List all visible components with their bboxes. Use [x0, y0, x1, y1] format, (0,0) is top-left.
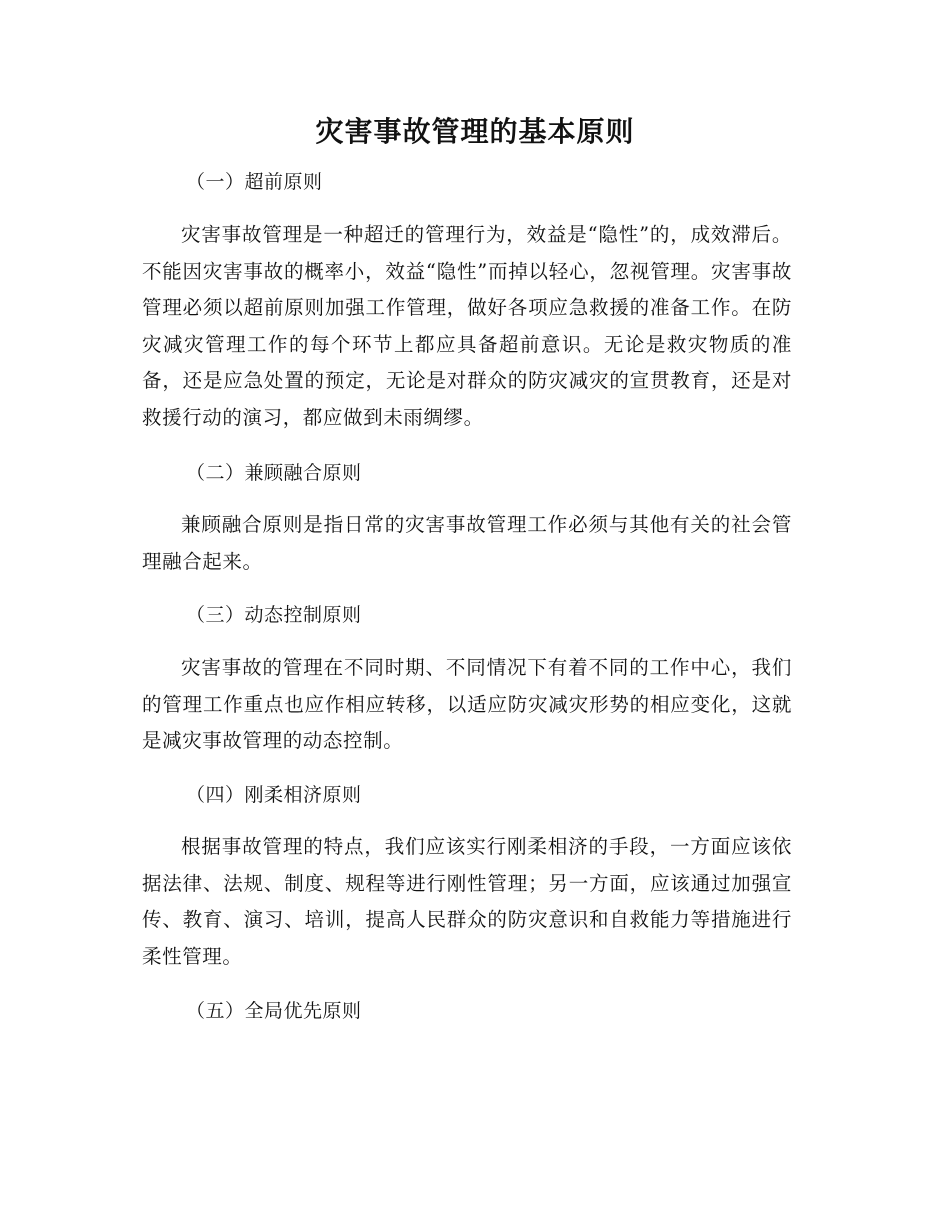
- section-heading-2: （二）兼顾融合原则: [186, 462, 362, 484]
- section-heading-1: （一）超前原则: [186, 171, 323, 193]
- document-title: 灾害事故管理的基本原则: [315, 115, 635, 148]
- section-body-4: 根据事故管理的特点，我们应该实行刚柔相济的手段，一方面应该依据法律、法规、制度、规程等进行刚性管理；另一方面，应该通过加强宣传、教育、演习、培训，提高人民群众的防灾意识和自救能力等措施进行柔性管理。: [142, 835, 792, 968]
- section-heading-4: （四）刚柔相济原则: [186, 784, 362, 806]
- section-body-1: 灾害事故管理是一种超迁的管理行为，效益是“隐性”的，成效滞后。不能因灾害事故的概率小，效益“隐性”而掉以轻心，忽视管理。灾害事故管理必须以超前原则加强工作管理，做好各项应急救援的准备工作。在防灾减灾管理工作的每个环节上都应具备超前意识。无论是救灾物质的准备，还是应急处置的预定，无论是对群众的防灾减灾的宣贯教育，还是对救援行动的演习，都应做到未雨绸缪。: [142, 223, 792, 429]
- section-body-2: 兼顾融合原则是指日常的灾害事故管理工作必须与其他有关的社会管理融合起来。: [142, 513, 792, 573]
- section-heading-3: （三）动态控制原则: [186, 604, 362, 626]
- section-heading-5: （五）全局优先原则: [186, 1000, 362, 1022]
- section-body-3: 灾害事故的管理在不同时期、不同情况下有着不同的工作中心，我们的管理工作重点也应作相应转移，以适应防灾减灾形势的相应变化，这就是减灾事故管理的动态控制。: [142, 656, 792, 753]
